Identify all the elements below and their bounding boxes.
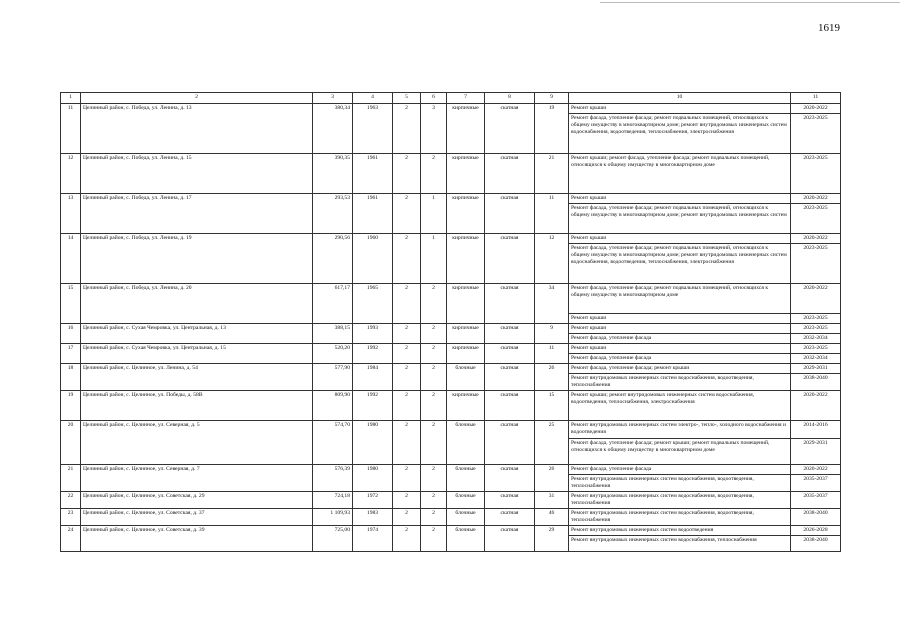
table-row [61,154,841,194]
row-number-cell: 20 [61,421,81,465]
work-type-cell: Ремонт фасада, утепление фасада; ремонт крыши; ремонт подвальных помещений, относящихся к общему имуществу в многоквартирном доме [569,439,791,465]
row-number-cell: 11 [61,104,81,154]
roof-type-cell: скатная [485,194,535,234]
work-type-cell: Ремонт крыши [569,344,791,354]
period-cell: 2038-2040 [791,509,841,526]
apartments-cell: 11 [535,194,569,234]
address-cell: Целинный район, с. Целинное, ул. Советская, д. 37 [81,509,313,526]
period-cell: 2038-2040 [791,536,841,552]
entrances-cell: 2 [421,526,447,552]
row-number-cell: 23 [61,509,81,526]
header-cell: 2 [81,93,313,104]
period-cell: 2032-2034 [791,334,841,344]
wall-material-cell: кирпичные [447,284,485,324]
table-row [61,391,841,421]
apartments-cell: 21 [535,154,569,194]
entrances-cell: 2 [421,344,447,364]
wall-material-cell: блочные [447,492,485,509]
work-type-cell: Ремонт фасада, утепление фасада; ремонт подвальных помещений, относящихся к общему имуществу в многоквартирном доме; ремонт внутридомовых инженерных систем [569,204,791,234]
header-row [61,93,841,104]
row-number-cell: 24 [61,526,81,552]
period-cell: 2023-2025 [791,154,841,194]
header-cell: 3 [313,93,353,104]
header-cell: 10 [569,93,791,104]
roof-type-cell: скатная [485,364,535,391]
floors-cell: 2 [393,324,421,344]
work-type-cell: Ремонт фасада, утепление фасада; ремонт подвальных помещений, относящихся к общему имуществу в многоквартирном доме; ремонт внутридомовых инженерных систем водоснабжения, водоотведения, теплоснабжения, электроснабжения [569,244,791,284]
apartments-cell: 9 [535,324,569,344]
period-cell: 2020-2022 [791,465,841,475]
year-cell: 1963 [353,104,393,154]
work-type-cell: Ремонт фасада, утепление фасада [569,334,791,344]
work-type-cell: Ремонт внутридомовых инженерных систем электро-, тепло-, холодного водоснабжения и водоотведения [569,421,791,439]
wall-material-cell: кирпичные [447,391,485,421]
entrances-cell: 2 [421,364,447,391]
row-number-cell: 14 [61,234,81,284]
work-type-cell: Ремонт фасада, утепление фасада; ремонт крыши [569,364,791,374]
area-cell: 809,90 [313,391,353,421]
address-cell: Целинный район, с. Победа, ул. Ленина, д. 13 [81,104,313,154]
period-cell: 2020-2022 [791,391,841,421]
address-cell: Целинный район, с. Сухая Чемровка, ул. Центральная, д. 15 [81,344,313,364]
header-cell: 9 [535,93,569,104]
address-cell: Целинный район, с. Победа, ул. Ленина, д. 20 [81,284,313,324]
header-cell: 11 [791,93,841,104]
wall-material-cell: кирпичные [447,234,485,284]
roof-type-cell: скатная [485,104,535,154]
address-cell: Целинный район, с. Победа, ул. Ленина, д. 17 [81,194,313,234]
table-row [61,492,841,509]
roof-type-cell: скатная [485,465,535,492]
wall-material-cell: блочные [447,421,485,465]
year-cell: 1983 [353,509,393,526]
work-type-cell: Ремонт крыши; ремонт фасада, утепление фасада; ремонт подвальных помещений, относящихся к общему имуществу в многоквартирном доме [569,154,791,194]
table-row [61,194,841,204]
work-type-cell: Ремонт внутридомовых инженерных систем водоснабжения, водоотведения, теплоснабжения [569,492,791,509]
wall-material-cell: блочные [447,526,485,552]
housing-registry-table [60,92,841,552]
year-cell: 1993 [353,324,393,344]
year-cell: 1980 [353,465,393,492]
row-number-cell: 21 [61,465,81,492]
floors-cell: 2 [393,194,421,234]
table-row [61,284,841,314]
table-row [61,364,841,374]
entrances-cell: 2 [421,324,447,344]
header-cell: 7 [447,93,485,104]
period-cell: 2038-2040 [791,374,841,391]
entrances-cell: 2 [421,492,447,509]
address-cell: Целинный район, с. Целинное, ул. Северная, д. 5 [81,421,313,465]
floors-cell: 2 [393,526,421,552]
entrances-cell: 2 [421,284,447,324]
table-row [61,324,841,334]
work-type-cell: Ремонт фасада, утепление фасада; ремонт подвальных помещений, относящихся к общему имуществу в многоквартирном доме [569,284,791,314]
floors-cell: 2 [393,465,421,492]
address-cell: Целинный район, с. Целинное, ул. Победы, д. 58В [81,391,313,421]
period-cell: 2023-2025 [791,344,841,354]
floors-cell: 2 [393,344,421,364]
period-cell: 2029-2031 [791,364,841,374]
work-type-cell: Ремонт крыши; ремонт внутридомовых инженерных систем водоснабжения, водоотведения, теплоснабжения, электроснабжения [569,391,791,421]
row-number-cell: 19 [61,391,81,421]
year-cell: 1992 [353,391,393,421]
floors-cell: 2 [393,364,421,391]
roof-type-cell: скатная [485,344,535,364]
table-row [61,344,841,354]
area-cell: 725,00 [313,526,353,552]
floors-cell: 2 [393,104,421,154]
period-cell: 2035-2037 [791,492,841,509]
roof-type-cell: скатная [485,154,535,194]
floors-cell: 2 [393,391,421,421]
area-cell: 574,70 [313,421,353,465]
row-number-cell: 18 [61,364,81,391]
apartments-cell: 34 [535,284,569,324]
period-cell: 2023-2025 [791,204,841,234]
entrances-cell: 2 [421,154,447,194]
period-cell: 2023-2025 [791,114,841,154]
entrances-cell: 3 [421,104,447,154]
entrances-cell: 2 [421,465,447,492]
work-type-cell: Ремонт фасада, утепление фасада; ремонт подвальных помещений, относящихся к общему имуществу в многоквартирном доме; ремонт внутридомовых инженерных систем водоснабжения, водоотведения, теплоснабжения, электроснабжения [569,114,791,154]
period-cell: 2026-2028 [791,526,841,536]
table-row [61,526,841,536]
year-cell: 1984 [353,364,393,391]
work-type-cell: Ремонт внутридомовых инженерных систем водоснабжения, водоотведения, теплоснабжения [569,509,791,526]
area-cell: 1 109,93 [313,509,353,526]
wall-material-cell: блочные [447,364,485,391]
header-cell: 1 [61,93,81,104]
apartments-cell: 15 [535,391,569,421]
entrances-cell: 1 [421,194,447,234]
row-number-cell: 12 [61,154,81,194]
roof-type-cell: скатная [485,324,535,344]
work-type-cell: Ремонт крыши [569,314,791,324]
apartments-cell: 12 [535,234,569,284]
row-number-cell: 17 [61,344,81,364]
floors-cell: 2 [393,154,421,194]
row-number-cell: 22 [61,492,81,509]
work-type-cell: Ремонт крыши [569,194,791,204]
address-cell: Целинный район, с. Победа, ул. Ленина, д. 19 [81,234,313,284]
entrances-cell: 2 [421,421,447,465]
work-type-cell: Ремонт внутридомовых инженерных систем водоснабжения, водоотведения, теплоснабжения [569,475,791,492]
work-type-cell: Ремонт крыши [569,324,791,334]
year-cell: 1980 [353,421,393,465]
area-cell: 520,20 [313,344,353,364]
wall-material-cell: блочные [447,509,485,526]
period-cell: 2020-2022 [791,284,841,314]
area-cell: 380,34 [313,104,353,154]
table-row [61,509,841,526]
roof-type-cell: скатная [485,492,535,509]
period-cell: 2014-2016 [791,421,841,439]
period-cell: 2020-2022 [791,234,841,244]
period-cell: 2023-2025 [791,324,841,334]
area-cell: 576,39 [313,465,353,492]
address-cell: Целинный район, с. Победа, ул. Ленина, д. 15 [81,154,313,194]
apartments-cell: 25 [535,421,569,465]
area-cell: 724,18 [313,492,353,509]
year-cell: 1960 [353,234,393,284]
year-cell: 1972 [353,492,393,509]
roof-type-cell: скатная [485,526,535,552]
wall-material-cell: кирпичные [447,194,485,234]
area-cell: 617,17 [313,284,353,324]
floors-cell: 2 [393,509,421,526]
row-number-cell: 15 [61,284,81,324]
apartments-cell: 26 [535,465,569,492]
apartments-cell: 29 [535,526,569,552]
work-type-cell: Ремонт внутридомовых инженерных систем водоотведения [569,526,791,536]
year-cell: 1974 [353,526,393,552]
roof-type-cell: скатная [485,421,535,465]
area-cell: 293,53 [313,194,353,234]
period-cell: 2020-2022 [791,194,841,204]
work-type-cell: Ремонт внутридомовых инженерных систем водоснабжения, водоотведения, теплоснабжения [569,374,791,391]
roof-type-cell: скатная [485,234,535,284]
floors-cell: 2 [393,234,421,284]
floors-cell: 2 [393,492,421,509]
area-cell: 290,56 [313,234,353,284]
year-cell: 1992 [353,344,393,364]
wall-material-cell: кирпичные [447,104,485,154]
period-cell: 2029-2031 [791,439,841,465]
roof-type-cell: скатная [485,391,535,421]
address-cell: Целинный район, с. Целинное, ул. Ленина, д. 54 [81,364,313,391]
address-cell: Целинный район, с. Сухая Чемровка, ул. Центральная, д. 13 [81,324,313,344]
entrances-cell: 2 [421,391,447,421]
work-type-cell: Ремонт внутридомовых инженерных систем водоснабжения, теплоснабжения [569,536,791,552]
apartments-cell: 19 [535,104,569,154]
wall-material-cell: блочные [447,465,485,492]
area-cell: 388,15 [313,324,353,344]
page-number: 1619 [818,22,840,34]
period-cell: 2032-2034 [791,354,841,364]
apartments-cell: 31 [535,492,569,509]
header-cell: 5 [393,93,421,104]
floors-cell: 2 [393,284,421,324]
wall-material-cell: кирпичные [447,154,485,194]
row-number-cell: 16 [61,324,81,344]
area-cell: 577,90 [313,364,353,391]
year-cell: 1961 [353,154,393,194]
floors-cell: 2 [393,421,421,465]
apartments-cell: 26 [535,364,569,391]
top-rule [600,2,900,3]
header-cell: 4 [353,93,393,104]
apartments-cell: 46 [535,509,569,526]
entrances-cell: 1 [421,234,447,284]
roof-type-cell: скатная [485,284,535,324]
work-type-cell: Ремонт крыши [569,104,791,114]
area-cell: 390,35 [313,154,353,194]
table-row [61,421,841,439]
roof-type-cell: скатная [485,509,535,526]
header-cell: 8 [485,93,535,104]
wall-material-cell: кирпичные [447,324,485,344]
header-cell: 6 [421,93,447,104]
address-cell: Целинный район, с. Целинное, ул. Советская, д. 29 [81,492,313,509]
apartments-cell: 11 [535,344,569,364]
work-type-cell: Ремонт фасада, утепление фасада [569,465,791,475]
wall-material-cell: кирпичные [447,344,485,364]
address-cell: Целинный район, с. Целинное, ул. Северная, д. 7 [81,465,313,492]
period-cell: 2035-2037 [791,475,841,492]
address-cell: Целинный район, с. Целинное, ул. Советская, д. 39 [81,526,313,552]
table-row [61,104,841,114]
period-cell: 2023-2025 [791,244,841,284]
work-type-cell: Ремонт крыши [569,234,791,244]
work-type-cell: Ремонт фасада, утепление фасада [569,354,791,364]
period-cell: 2023-2025 [791,314,841,324]
period-cell: 2020-2022 [791,104,841,114]
year-cell: 1961 [353,194,393,234]
table-row [61,465,841,475]
row-number-cell: 13 [61,194,81,234]
year-cell: 1965 [353,284,393,324]
table-row [61,234,841,244]
entrances-cell: 2 [421,509,447,526]
